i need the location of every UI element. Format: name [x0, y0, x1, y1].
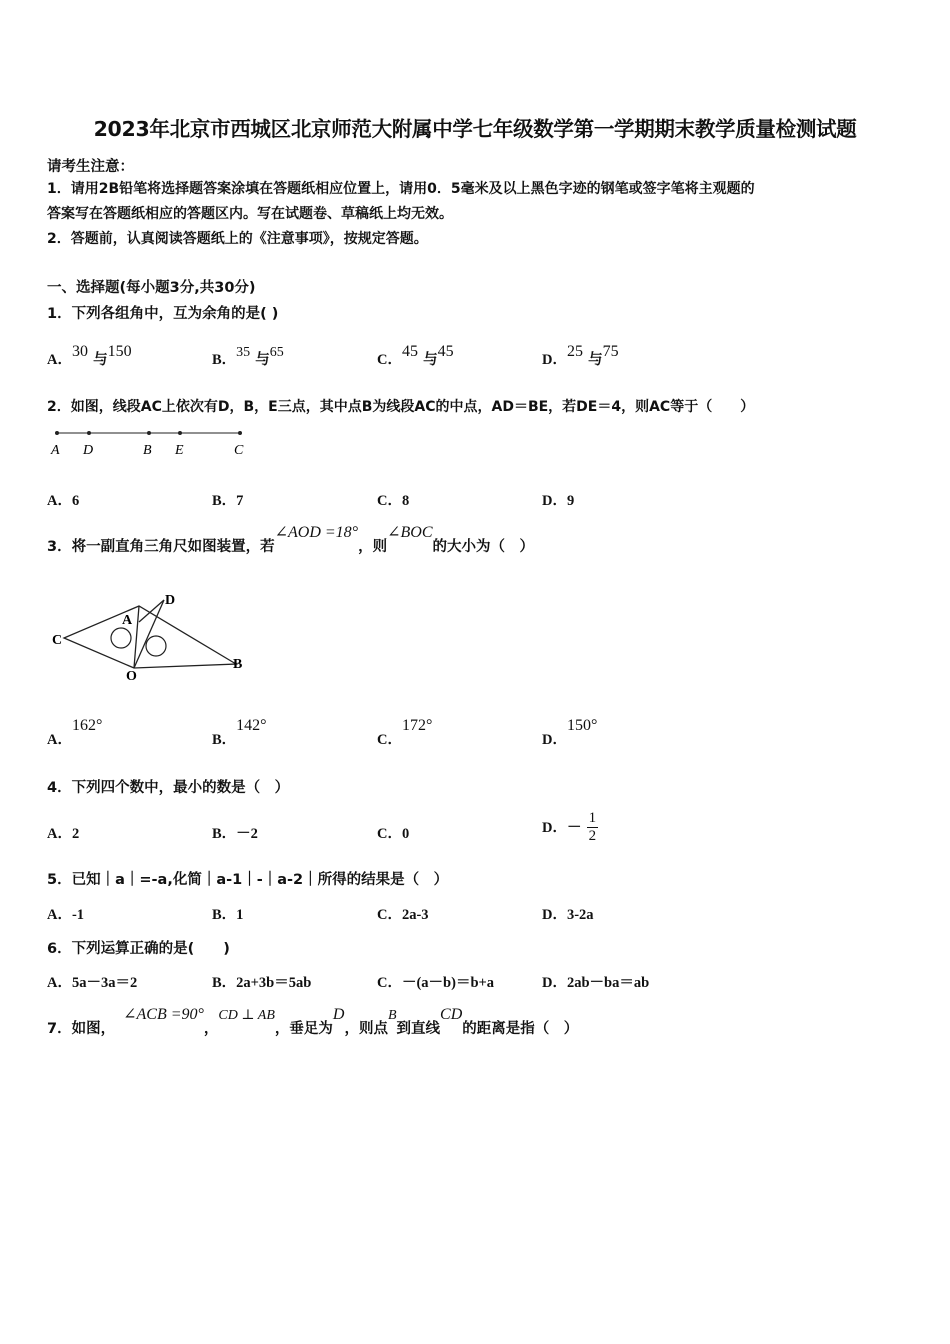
q4-d-numerator: 1: [588, 810, 597, 826]
q4-d-label: D．－: [542, 820, 582, 836]
notice-line-1: 1．请用2B铅笔将选择题答案涂填在答题纸相应位置上，请用0．5毫米及以上黑色字迹的钢笔或签字笔将主观题的: [47, 181, 755, 197]
q5-stem: 5．已知｜a｜=-a,化简｜a-1｜-｜a-2｜所得的结果是（ ）: [47, 872, 449, 888]
q3-d-label: D．: [542, 732, 567, 748]
q4-option-b[interactable]: B．－2: [212, 826, 258, 842]
q4-option-d[interactable]: [542, 810, 598, 845]
q1-d-val1: 25: [566, 343, 583, 360]
q7-angle-acb: ∠ACB =90°: [123, 1006, 204, 1023]
q3-stem-post: 的大小为（ ）: [432, 539, 534, 555]
q7-t4: 的距离是指（ ）: [462, 1021, 579, 1037]
section-heading: 一、选择题(每小题3分,共30分): [47, 280, 256, 296]
q3-triangle-cob: [64, 606, 236, 668]
q7-point-b: B: [387, 1008, 397, 1023]
q5-option-b[interactable]: B．1: [212, 907, 244, 923]
notice-heading: 请考生注意：: [47, 159, 134, 175]
q3-label-b: B: [233, 657, 243, 672]
q1-c-with: 与: [423, 352, 438, 368]
q6-option-a[interactable]: A．5a－3a＝2: [47, 975, 138, 991]
q3-option-a[interactable]: [47, 714, 103, 748]
q3-label-c: C: [52, 633, 63, 648]
q2-label-b: B: [143, 443, 152, 458]
q3-label-a: A: [122, 613, 133, 628]
q4-d-fraction: [587, 810, 599, 845]
q3-label-o: O: [126, 669, 137, 684]
q3-option-d[interactable]: [542, 714, 598, 748]
q3-triangle-figure: [46, 588, 256, 684]
q1-option-a[interactable]: [47, 340, 132, 368]
q3-c-value: 172°: [401, 717, 433, 734]
q3-a-label: A．: [47, 732, 72, 748]
q2-label-d: D: [83, 443, 94, 458]
q3-stem-mid: ，则: [358, 539, 388, 555]
q4-option-c[interactable]: C．0: [377, 826, 410, 842]
q2-option-a[interactable]: A．6: [47, 493, 80, 509]
q1-b-val1: 35: [236, 345, 251, 360]
q3-option-c[interactable]: [377, 714, 433, 748]
q6-option-b[interactable]: B．2a+3b＝5ab: [212, 975, 312, 991]
q7-pre: 7．如图，: [47, 1021, 116, 1037]
q1-a-label: A．: [47, 352, 72, 368]
q3-b-value: 142°: [236, 717, 267, 734]
notice-line-2: 答案写在答题纸相应的答题区内。写在试题卷、草稿纸上均无效。: [47, 206, 453, 222]
q3-c-label: C．: [377, 732, 402, 748]
q1-option-c[interactable]: [377, 340, 454, 368]
q7-stem: [47, 1003, 579, 1037]
q5-option-a[interactable]: A．-1: [47, 907, 85, 923]
q3-option-b[interactable]: [212, 714, 267, 748]
q2-point-e: [178, 431, 182, 435]
q7-perp: CD ⊥ AB: [218, 1008, 275, 1023]
q1-d-with: 与: [588, 352, 603, 368]
q7-t2: ，则点: [344, 1021, 388, 1037]
q1-b-val2: 65: [269, 345, 284, 360]
q6-option-c[interactable]: C．－(a－b)＝b+a: [377, 975, 495, 991]
q7-line-cd: CD: [440, 1006, 463, 1023]
q1-b-with: 与: [255, 352, 270, 368]
q1-option-b[interactable]: [212, 340, 284, 368]
q2-label-e: E: [175, 443, 184, 458]
q3-d-value: 150°: [566, 717, 598, 734]
q6-stem: 6．下列运算正确的是( ): [47, 941, 230, 957]
q3-label-d: D: [165, 593, 176, 608]
q2-point-d: [87, 431, 91, 435]
q7-point-d: D: [332, 1006, 345, 1023]
q3-stem-pre: 3．将一副直角三角尺如图装置，若: [47, 539, 275, 555]
q2-point-c: [238, 431, 242, 435]
q7-comma: ，: [203, 1021, 219, 1037]
q5-option-c[interactable]: C．2a-3: [377, 907, 429, 923]
q7-t1: ，垂足为: [274, 1021, 333, 1037]
notice-line-3: 2．答题前，认真阅读答题纸上的《注意事项》，按规定答题。: [47, 231, 428, 247]
q1-d-label: D．: [542, 352, 567, 368]
q2-option-d[interactable]: D．9: [542, 493, 575, 509]
q2-option-b[interactable]: B．7: [212, 493, 244, 509]
q1-d-val2: 75: [602, 343, 619, 360]
q7-t3: 到直线: [396, 1021, 441, 1037]
q3-hole-left: [111, 628, 131, 648]
q1-a-val1: 30: [71, 343, 88, 360]
q3-a-value: 162°: [71, 717, 103, 734]
q4-option-a[interactable]: A．2: [47, 826, 80, 842]
q2-label-a: A: [51, 443, 60, 458]
q1-option-d[interactable]: [542, 340, 619, 368]
q2-line-figure: [44, 424, 254, 460]
q3-hole-right: [146, 636, 166, 656]
q1-a-val2: 150: [107, 343, 132, 360]
q3-angle-aod: ∠AOD =18°: [274, 524, 359, 541]
q4-d-denominator: 2: [588, 828, 597, 844]
q1-c-label: C．: [377, 352, 402, 368]
q2-label-c: C: [234, 443, 244, 458]
q1-stem: 1．下列各组角中，互为余角的是( ): [47, 306, 279, 322]
q2-stem: 2．如图，线段AC上依次有D，B，E三点，其中点B为线段AC的中点，AD＝BE，若DE＝4，则AC等于（ ）: [47, 399, 755, 415]
q5-option-d[interactable]: D．3-2a: [542, 907, 594, 923]
q2-point-a: [55, 431, 59, 435]
q1-a-with: 与: [93, 352, 108, 368]
q3-b-label: B．: [212, 732, 237, 748]
q6-option-d[interactable]: D．2ab－ba＝ab: [542, 975, 650, 991]
q1-b-label: B．: [212, 352, 237, 368]
q2-point-b: [147, 431, 151, 435]
q3-stem: [47, 521, 534, 555]
q2-option-c[interactable]: C．8: [377, 493, 410, 509]
q4-stem: 4．下列四个数中，最小的数是（ ）: [47, 780, 290, 796]
q1-c-val2: 45: [437, 343, 454, 360]
q1-c-val1: 45: [401, 343, 418, 360]
page-title: 2023年北京市西城区北京师范大附属中学七年级数学第一学期期末教学质量检测试题: [93, 117, 857, 141]
q3-angle-boc: ∠BOC: [387, 524, 433, 541]
